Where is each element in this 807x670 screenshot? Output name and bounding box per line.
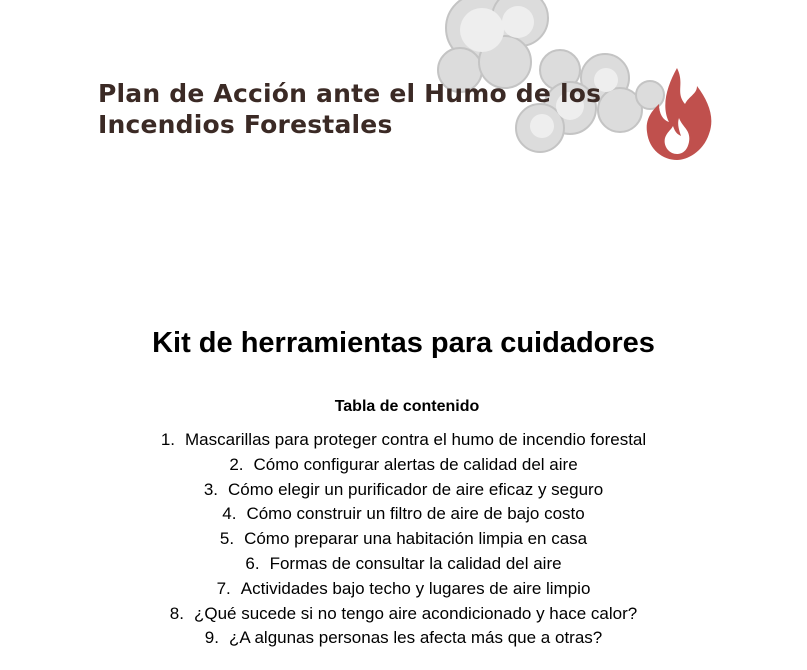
toc-item-text: Mascarillas para proteger contra el humo de incendio forestal <box>185 430 647 449</box>
toc-item-number: 5. <box>219 529 235 549</box>
toc-item <box>0 453 807 478</box>
toc-item-text: Cómo configurar alertas de calidad del aire <box>253 454 578 474</box>
toc-item-number: 8. <box>169 603 184 623</box>
toc-item-text: Formas de consultar la calidad del aire <box>269 553 562 573</box>
toc-heading: Tabla de contenido <box>334 398 480 415</box>
toc-item-number: 2. <box>229 454 244 474</box>
toc-item-number: 9. <box>204 628 219 648</box>
toc-item <box>0 602 807 627</box>
toc-item <box>0 552 807 577</box>
toc-item-number: 4. <box>222 504 237 524</box>
toc-item <box>0 478 807 503</box>
toc-item-text: Actividades bajo techo y lugares de aire limpio <box>240 578 591 598</box>
toc-item-number: 3. <box>203 479 219 499</box>
toc-item-text: Cómo construir un filtro de aire de bajo costo <box>246 504 585 524</box>
flame-icon <box>645 66 715 161</box>
table-of-contents <box>0 428 807 651</box>
document-title-line-1: Plan de Acción ante el Humo de los <box>98 79 602 108</box>
toc-item-number: 1. <box>160 430 176 449</box>
document-title <box>98 78 601 140</box>
toc-item-number: 7. <box>216 578 231 598</box>
toc-item <box>0 428 807 453</box>
toc-item-text: ¿A algunas personas les afecta más que a otras? <box>228 628 603 648</box>
toc-item-text: ¿Qué sucede si no tengo aire acondicionado y hace calor? <box>193 603 638 623</box>
toc-item-number: 6. <box>245 553 260 573</box>
kit-title: Kit de herramientas para cuidadores <box>152 327 655 359</box>
toc-item-text: Cómo elegir un purificador de aire eficaz y seguro <box>228 479 604 499</box>
document-title-line-2: Incendios Forestales <box>98 110 393 139</box>
toc-item <box>0 626 807 651</box>
toc-item-text: Cómo preparar una habitación limpia en casa <box>244 529 588 549</box>
toc-item <box>0 577 807 602</box>
toc-item <box>0 527 807 552</box>
toc-item <box>0 502 807 527</box>
